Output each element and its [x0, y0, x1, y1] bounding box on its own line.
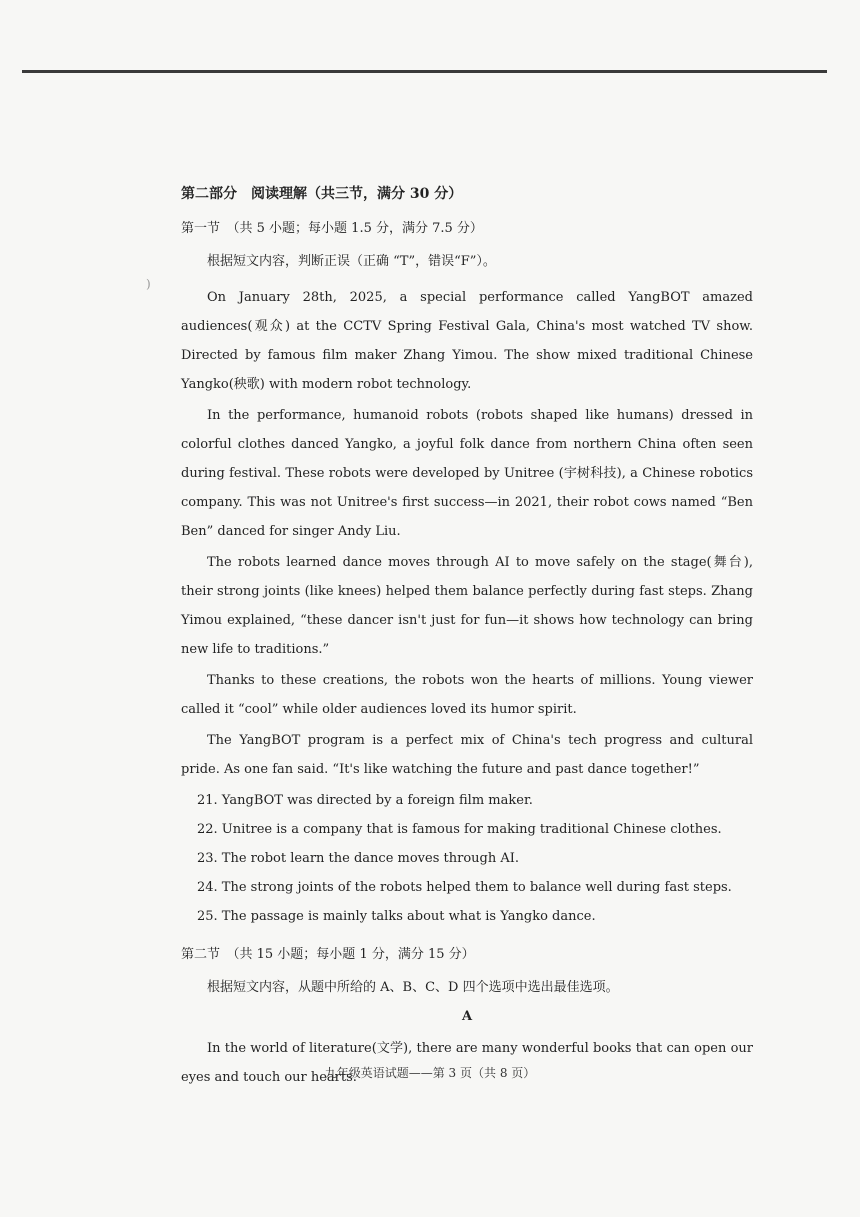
passage-paragraph: In the performance, humanoid robots (robots shaped like humans) dressed in colorful clothes danced Yangko, a joyful folk dance from northern China often seen during festival. These robots were developed by Unitree (宇树科技), a Chinese robotics company. This was not Unitree's first success—in 2021, their robot cows named “Ben Ben” danced for singer Andy Liu.: [181, 408, 753, 539]
question-item: 25. The passage is mainly talks about what is Yangko dance.: [197, 909, 596, 924]
passage-paragraph: In the world of literature(文学), there are many wonderful books that can open our eyes and touch our hearts.: [181, 1041, 753, 1085]
part-heading: 第二部分 阅读理解（共三节，满分 30 分）: [181, 186, 463, 202]
passage-paragraph: The YangBOT program is a perfect mix of China's tech progress and cultural pride. As one fan said. “It's like watching the future and past dance together!”: [181, 733, 753, 777]
question-item: 22. Unitree is a company that is famous for making traditional Chinese clothes.: [197, 822, 722, 837]
section2-title: 第二节 （共 15 小题；每小题 1 分，满分 15 分）: [181, 947, 475, 962]
section1-instruction: 根据短文内容，判断正误（正确 “T”，错误“F”）。: [207, 254, 496, 269]
section2-instruction: 根据短文内容，从题中所给的 A、B、C、D 四个选项中选出最佳选项。: [207, 980, 619, 995]
question-item: 21. YangBOT was directed by a foreign film maker.: [197, 793, 533, 808]
exam-page-content: [181, 183, 753, 1094]
question-list: [181, 786, 753, 931]
section1-title: 第一节 （共 5 小题；每小题 1.5 分，满分 7.5 分）: [181, 221, 483, 236]
header-rule: [22, 70, 827, 73]
passage-label: A: [461, 1009, 473, 1024]
passage-paragraph: The robots learned dance moves through AI to move safely on the stage(舞台), their strong joints (like knees) helped them balance perfectly during fast steps. Zhang Yimou explained, “these dancer isn't just for fun—it shows how technology can bring new life to traditions.”: [181, 555, 753, 657]
question-item: 24. The strong joints of the robots helped them to balance well during fast steps.: [197, 880, 732, 895]
scan-mark: ): [146, 277, 151, 291]
question-item: 23. The robot learn the dance moves through AI.: [197, 851, 520, 866]
passage-paragraph: On January 28th, 2025, a special performance called YangBOT amazed audiences(观众) at the CCTV Spring Festival Gala, China's most watched TV show. Directed by famous film maker Zhang Yimou. The show mixed traditional Chinese Yangko(秧歌) with modern robot technology.: [181, 290, 753, 392]
page-footer: 九年级英语试题——第 3 页（共 8 页）: [324, 1066, 536, 1080]
passage-paragraph: Thanks to these creations, the robots won the hearts of millions. Young viewer called it “cool” while older audiences loved its humor spirit.: [181, 673, 753, 717]
